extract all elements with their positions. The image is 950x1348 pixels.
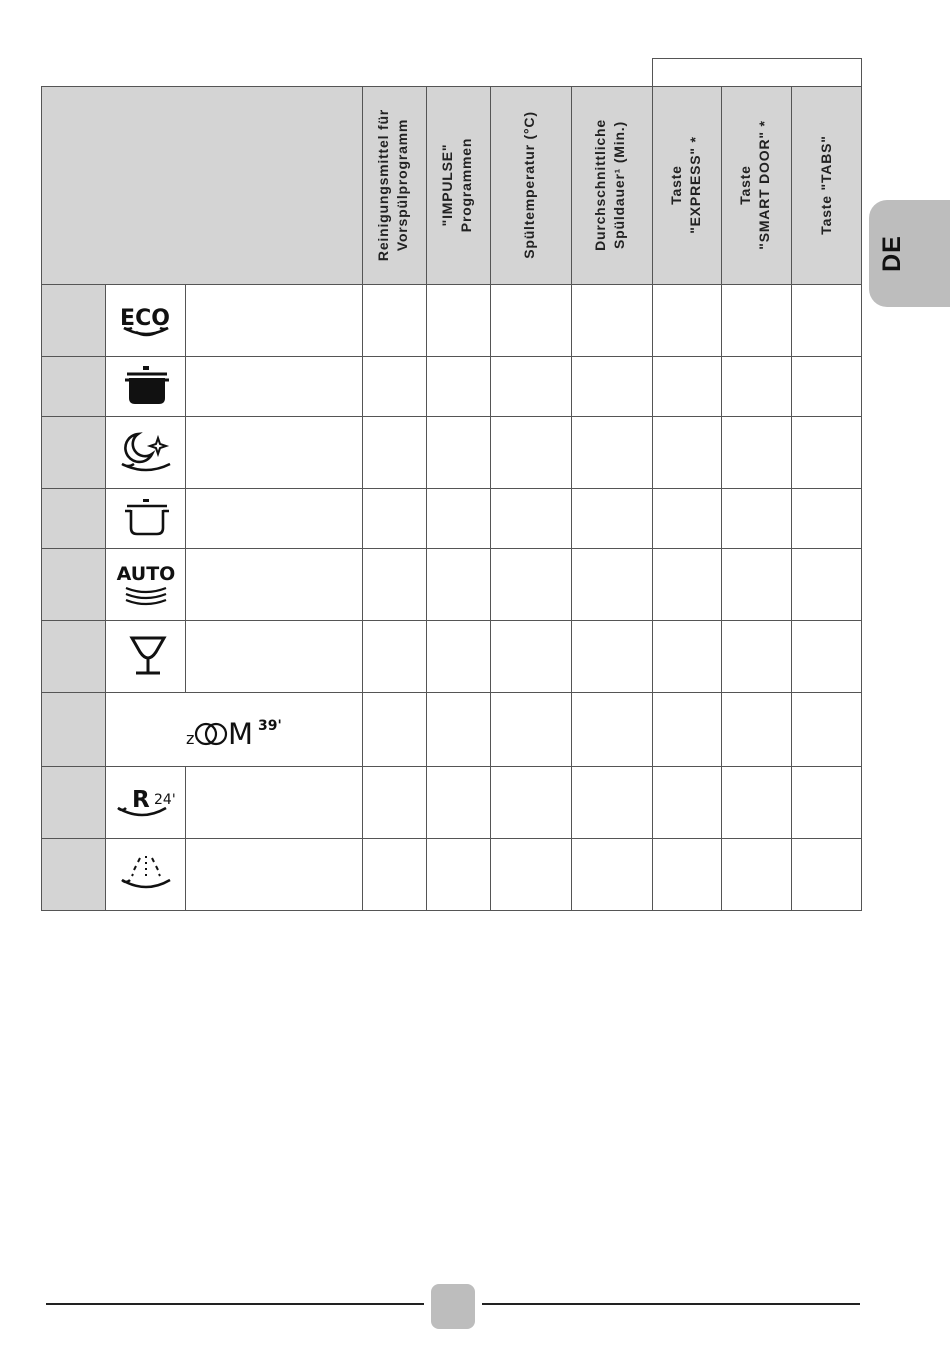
svg-text:z: z (186, 729, 195, 748)
column-divider (185, 766, 186, 911)
row-divider (41, 548, 862, 549)
daily-pot-icon (124, 496, 170, 540)
column-divider (490, 86, 491, 911)
row-divider (41, 766, 862, 767)
zoom-duration-text: 39' (258, 718, 282, 734)
header-express: Taste "EXPRESS" * (668, 136, 703, 234)
column-divider (571, 86, 572, 911)
intensive-pot-icon (124, 364, 170, 408)
auto-icon-text: AUTO (116, 563, 176, 585)
rapid-program-icon (114, 782, 180, 822)
column-divider (721, 86, 722, 911)
header-duration: Durchschnittliche Spüldauer¹ (Min.) (592, 119, 627, 251)
page-number-badge (431, 1284, 475, 1329)
rapid-icon-text: R (132, 787, 150, 813)
footer-rule-right (482, 1303, 860, 1305)
eco-program-icon (118, 300, 174, 340)
column-divider (105, 284, 106, 911)
header-prewash-detergent: Reinigungsmittel für Vorspülprogramm (375, 108, 410, 262)
row-divider (41, 356, 862, 357)
row-divider (41, 838, 862, 839)
header-smart-door: Taste "SMART DOOR" * (737, 120, 772, 250)
row-divider (41, 488, 862, 489)
language-label: DE (877, 235, 906, 272)
glass-program-icon (126, 632, 170, 680)
language-tab-label-wrap (869, 200, 915, 307)
header-tabs: Taste "TABS" (818, 135, 834, 235)
rapid-duration-text: 24' (154, 792, 176, 808)
prewash-program-icon (116, 852, 176, 896)
night-program-icon (118, 428, 174, 476)
row-divider (41, 620, 862, 621)
column-divider (185, 284, 186, 692)
header-temperature: Spültemperatur (°C) (521, 111, 537, 259)
row-divider (41, 692, 862, 693)
column-divider (362, 86, 363, 911)
header-group-box (652, 58, 862, 86)
footer-rule-left (46, 1303, 424, 1305)
auto-program-icon (116, 558, 176, 612)
row-divider (41, 416, 862, 417)
column-divider (791, 86, 792, 911)
column-divider (426, 86, 427, 911)
header-impulse: "IMPULSE" Programmen (439, 137, 474, 233)
zoom-program-icon (184, 708, 294, 752)
svg-text:M: M (228, 717, 254, 751)
column-divider (652, 58, 653, 911)
eco-icon-text: ECO (120, 306, 170, 331)
